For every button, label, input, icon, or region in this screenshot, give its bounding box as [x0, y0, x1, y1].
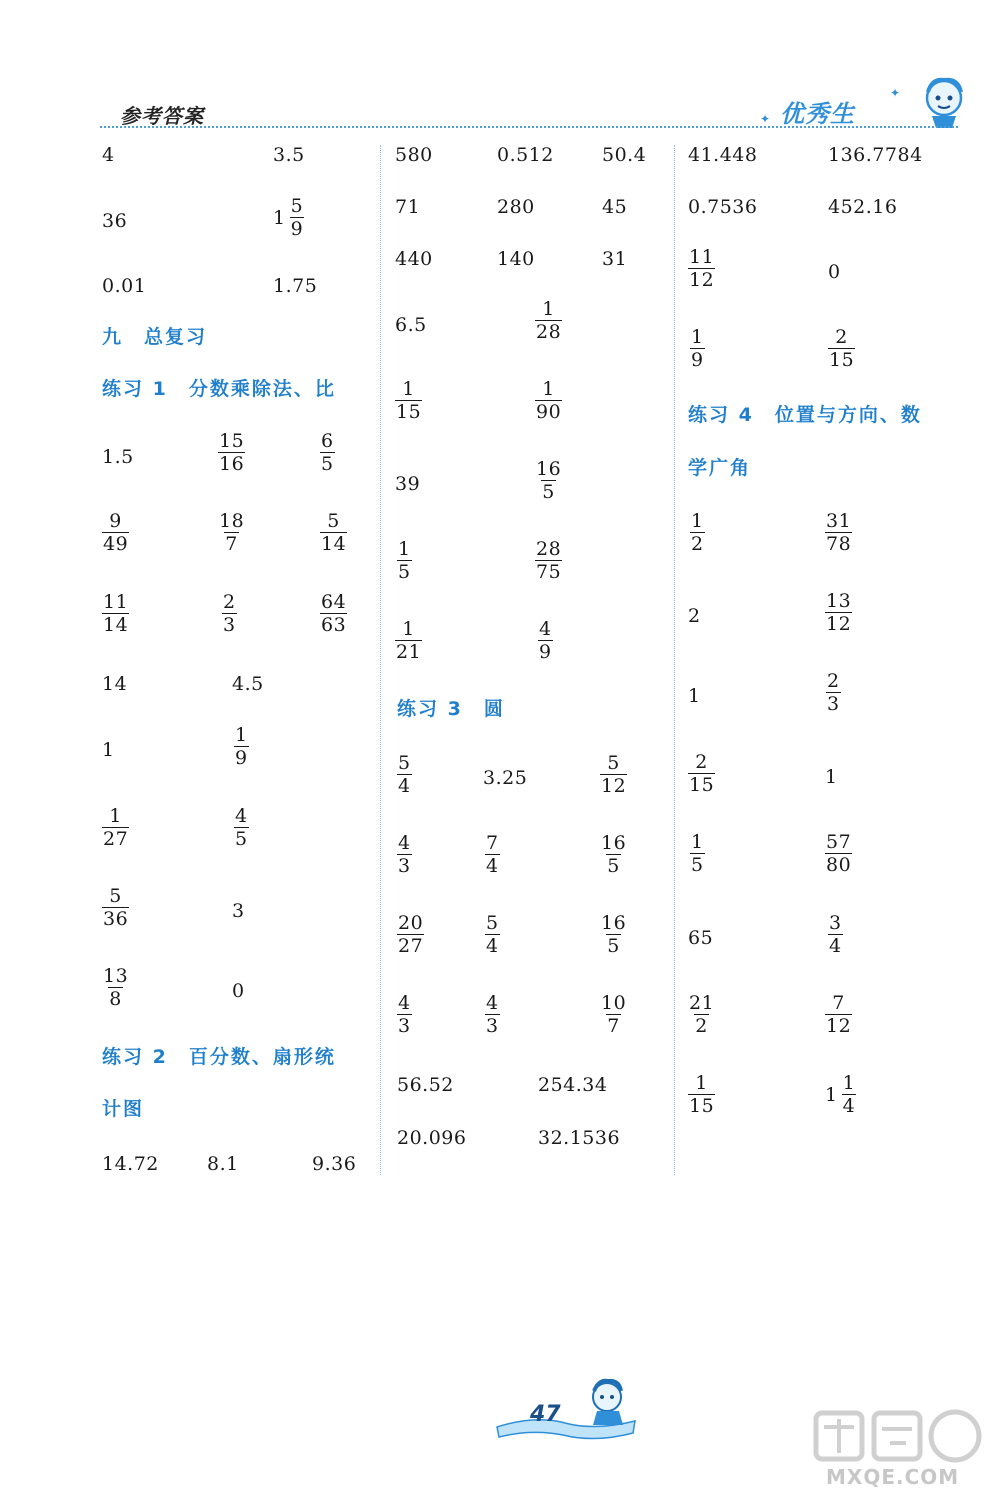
header-title: 参考答案: [120, 104, 204, 128]
answer-fraction: $\frac{20}{27}$: [398, 912, 424, 957]
section-heading: 练习 2 百分数、扇形统: [102, 1046, 336, 1068]
section-heading: 练习 4 位置与方向、数: [688, 404, 922, 426]
answer-fraction: $\frac{1}{90}$: [536, 378, 562, 423]
answer-fraction: $\frac{9}{49}$: [103, 510, 129, 555]
answer-fraction: $\frac{64}{63}$: [321, 591, 347, 636]
answer-fraction: $\frac{16}{5}$: [536, 458, 562, 503]
answer-fraction: $\frac{10}{7}$: [601, 992, 627, 1037]
answer-fraction: $\frac{5}{14}$: [321, 510, 347, 555]
answer: 0: [232, 980, 245, 1002]
section-heading: 九 总复习: [102, 326, 208, 348]
section-heading: 练习 1 分数乘除法、比: [102, 378, 336, 400]
answer-fraction: $\frac{5}{4}$: [486, 912, 499, 957]
star-icon: ✦: [890, 86, 901, 100]
answer-fraction: $\frac{5}{36}$: [103, 885, 129, 930]
answer: 8.1: [207, 1153, 239, 1175]
answer-fraction: $\frac{31}{78}$: [826, 510, 852, 555]
answer: 1.75: [273, 275, 318, 297]
answer-fraction: $\frac{1}{21}$: [396, 618, 422, 663]
answer: 31: [602, 248, 628, 270]
answer-mixed-number: 1 $\frac{5}{9}$: [273, 195, 304, 240]
page-number-mascot-icon: [495, 1375, 645, 1445]
answer-fraction: $\frac{1}{15}$: [396, 378, 422, 423]
answer-fraction: $\frac{16}{5}$: [601, 912, 627, 957]
answer: 280: [497, 196, 535, 218]
column-divider: [674, 145, 675, 1175]
answer: 3.5: [273, 144, 305, 166]
answer: 452.16: [828, 196, 898, 218]
answer-fraction: $\frac{11}{12}$: [689, 246, 715, 291]
answer-fraction: $\frac{1}{27}$: [103, 805, 129, 850]
answer: 1: [688, 685, 701, 707]
answer-fraction: $\frac{1}{2}$: [691, 510, 704, 555]
answer-fraction: $\frac{13}{12}$: [826, 590, 852, 635]
answer: 41.448: [688, 144, 758, 166]
answer-fraction: $\frac{1}{9}$: [691, 326, 704, 371]
header-dotted-rule: [100, 126, 958, 128]
section-heading: 计图: [102, 1098, 145, 1120]
answer-fraction: $\frac{11}{14}$: [103, 591, 129, 636]
answer: 50.4: [602, 144, 647, 166]
column-divider: [380, 145, 381, 1175]
answer-fraction: $\frac{4}{3}$: [398, 992, 411, 1037]
section-heading: 学广角: [688, 457, 752, 479]
answer-fraction: $\frac{4}{3}$: [398, 832, 411, 877]
brand-logo-text: 优秀生: [780, 100, 855, 128]
answer-mixed-number: 1 $\frac{1}{4}$: [825, 1072, 856, 1117]
answer: 0.7536: [688, 196, 758, 218]
answer: 2: [688, 605, 701, 627]
answer: 32.1536: [538, 1127, 621, 1149]
watermark-text: MXQE.COM: [826, 1465, 960, 1489]
page-number: 47: [530, 1402, 561, 1427]
answer-fraction: $\frac{1}{15}$: [689, 1072, 715, 1117]
answer: 1: [102, 739, 115, 761]
answer-fraction: $\frac{7}{12}$: [826, 992, 852, 1037]
answer: 580: [395, 144, 433, 166]
answer-fraction: $\frac{3}{4}$: [829, 912, 842, 957]
answer-fraction: $\frac{2}{3}$: [223, 591, 236, 636]
answer-fraction: $\frac{2}{15}$: [829, 326, 855, 371]
answer-fraction: $\frac{1}{5}$: [691, 831, 704, 876]
answer: 36: [102, 210, 128, 232]
answer-fraction: $\frac{4}{5}$: [235, 805, 248, 850]
answer: 39: [395, 473, 421, 495]
section-heading: 练习 3 圆: [397, 698, 505, 720]
answer: 0: [828, 261, 841, 283]
answer: 45: [602, 196, 628, 218]
cartoon-mascot-icon: [918, 74, 970, 130]
answer: 1: [825, 766, 838, 788]
answer-fraction: $\frac{1}{9}$: [235, 724, 248, 769]
answer: 9.36: [312, 1153, 357, 1175]
answer-fraction: $\frac{2}{3}$: [827, 670, 840, 715]
answer: 3.25: [483, 767, 528, 789]
answer-fraction: $\frac{4}{9}$: [539, 618, 552, 663]
answer-fraction: $\frac{57}{80}$: [826, 831, 852, 876]
answer: 3: [232, 900, 245, 922]
answer-fraction: $\frac{21}{2}$: [689, 992, 715, 1037]
answer: 56.52: [397, 1074, 454, 1096]
answer-fraction: $\frac{7}{4}$: [486, 832, 499, 877]
answer: 4: [102, 144, 115, 166]
answer: 254.34: [538, 1074, 608, 1096]
answer: 0.01: [102, 275, 147, 297]
answer-fraction: $\frac{18}{7}$: [219, 510, 245, 555]
answer: 14.72: [102, 1153, 159, 1175]
answer: 65: [688, 927, 714, 949]
answer: 440: [395, 248, 433, 270]
answer: 140: [497, 248, 535, 270]
answer-fraction: $\frac{6}{5}$: [321, 430, 334, 475]
answer: 0.512: [497, 144, 554, 166]
answer-fraction: $\frac{13}{8}$: [103, 965, 129, 1010]
answer-fraction: $\frac{15}{16}$: [219, 430, 245, 475]
answer-fraction: $\frac{5}{12}$: [601, 752, 627, 797]
answer-fraction: $\frac{1}{5}$: [398, 538, 411, 583]
answer: 14: [102, 673, 128, 695]
answer: 4.5: [232, 673, 264, 695]
answer-fraction: $\frac{5}{4}$: [398, 752, 411, 797]
answer: 1.5: [102, 446, 134, 468]
star-icon: ✦: [760, 112, 771, 126]
answer: 20.096: [397, 1127, 467, 1149]
answer-fraction: $\frac{16}{5}$: [601, 832, 627, 877]
answer-fraction: $\frac{28}{75}$: [536, 538, 562, 583]
answer-fraction: $\frac{2}{15}$: [689, 751, 715, 796]
answer-fraction: $\frac{4}{3}$: [486, 992, 499, 1037]
answer: 71: [395, 196, 421, 218]
answer: 6.5: [395, 314, 427, 336]
answer: 136.7784: [828, 144, 923, 166]
answer-fraction: $\frac{1}{28}$: [536, 298, 562, 343]
